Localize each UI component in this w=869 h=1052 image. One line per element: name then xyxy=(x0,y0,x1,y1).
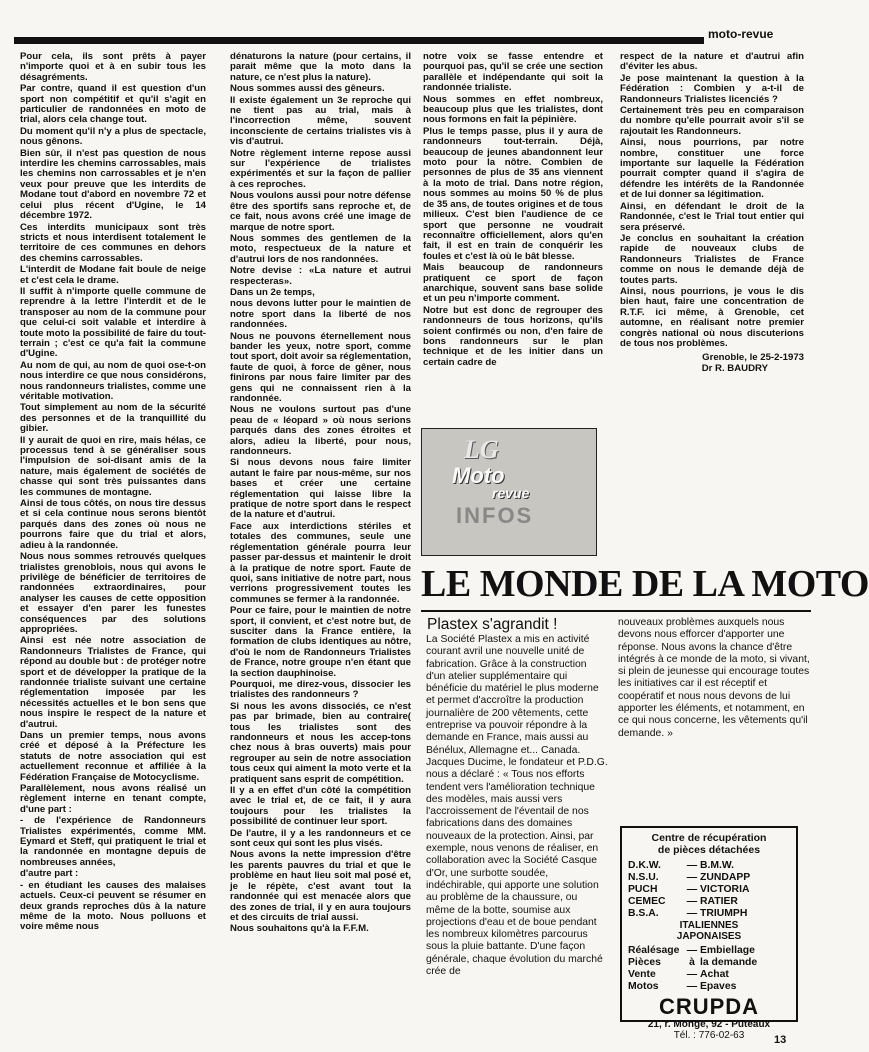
ad-row xyxy=(622,945,796,957)
paragraph: Ainsi est née notre association de Randonneurs Trialistes de France, qui répond au double but : de protéger notre sport et de développer la pratique de la randonnée trialiste suivant une certaine réglementation imposée par les nécessités actuelles et le bon sens que nous inspire le respect de la nature et d'autrui. xyxy=(20,635,207,730)
paragraph: Face aux interdictions stériles et totales des communes, seule une réglementation générale pourra leur passer par-dessus et maintenir le droit à la pratique de notre sport. Faute de quoi, sans initiative de notre part, nous verrions progressivement toutes les communes se fermer à la randonnée. xyxy=(230,520,411,605)
paragraph: Notre but est donc de regrouper des randonneurs de tous horizons, qu'ils soient confirmés ou non, d'en faire de bons randonneurs sur le plan technique et de les initier dans un certain cadre de xyxy=(423,304,603,368)
paragraph: d'autre part : xyxy=(20,868,79,880)
paragraph: Plus le temps passe, plus il y aura de randonneurs tout-terrain. Déjà, beaucoup de jeunes abandonnent leur moto pour la nôtre. Combien de personnes de plus de 35 ans viennent à la moto de trial. Dans notre région, nous sommes au moins 50 % de plus de 35 ans, de toutes origines et de tous milieux. C'est bien l'audience de ce sport que personne ne voudrait reconnaître officiellement, alors qu'en fait, il est en train de conquérir les foules et c'est là où le bât blesse. xyxy=(423,125,603,262)
logo-infos: INFOS xyxy=(456,503,534,528)
signature-place-date: Grenoble, le 25-2-1973 xyxy=(702,352,804,364)
paragraph: respect de la nature et d'autrui afin d'éviter les abus. xyxy=(620,51,804,73)
ad-brands-list xyxy=(622,860,796,920)
ad-row xyxy=(622,981,796,993)
paragraph: Je conclus en souhaitant la création rapide de nouveaux clubs de Randonneurs Trialistes de France comme on nous le demande déjà de toutes parts. xyxy=(620,232,804,286)
header-rule xyxy=(14,37,704,44)
paragraph: Notre règlement interne repose aussi sur l'expérience de trialistes expérimentés et sur la façon de pallier à ces reproches. xyxy=(230,147,411,190)
ad-row xyxy=(622,884,796,896)
ad-row-sep: à xyxy=(689,957,695,968)
article-column-1-text: La Société Plastex a mis en activité courant avril une nouvelle unité de fabrication. Grâce à la construction d'un atelier supplémentaire qui bénéficie du matériel le plus moderne et permet d'accroître la production journalière de 200 vêtements, cette entreprise va pouvoir répondre à la demande en France, mais aussi au Bénélux, Allemagne et... Canada. Jacques Ducime, le fondateur et P.D.G. nous a déclaré : « Tous nos efforts tendent vers l'amélioration technique des modèles, mais aussi vers l'accroissement de l'éventail de nos fabrications dans des domaines nouveaux de la protection. Ainsi, par exemple, nous venons de réaliser, en collaboration avec la Société Casque d'Or, une surbotte soudée, indéchirable, qui apporte une solution au problème de la chaussure, ou même de la botte, soumise aux projections d'eau et de boue pendant les nombreux kilomètres parcourus sous la pluie battante. D'une façon générale, chaque évolution du marché crée de xyxy=(426,634,608,978)
paragraph: Nous sommes aussi des gêneurs. xyxy=(230,83,385,95)
ad-row-sep: — xyxy=(686,969,698,980)
ad-row-right: Achat xyxy=(700,969,729,980)
ad-row-right: TRIUMPH xyxy=(700,908,748,919)
paragraph: Si nous les avons dissociés, ce n'est pas par brimade, bien au contraire( tous les trialistes sont des randonneurs et nous les accep-tons chez nous à bras ouverts) mais pour regrouper au sein de notre association tous ceux qui aiment la moto verte et la pratiquent sans esprit de compétition. xyxy=(230,700,411,785)
article-title: Plastex s'agrandit ! xyxy=(427,616,558,633)
ad-row-left: PUCH xyxy=(628,884,658,895)
paragraph: Ces interdits municipaux sont très stricts et nous interdisent totalement le territoire de ces communes en dehors des chemins carrossables. xyxy=(20,221,206,264)
paragraph: L'interdit de Modane fait boule de neige et c'est cela le drame. xyxy=(20,264,206,286)
paragraph: - en étudiant les causes des malaises actuels. Ceux-ci peuvent se résumer en deux grands reproches dûs à la nature même de la moto. Nous polluons et voire même nous xyxy=(20,879,206,933)
paragraph: Pourquoi, me direz-vous, dissocier les trialistes des randonneurs ? xyxy=(230,678,411,701)
paragraph: Pour cela, ils sont prêts à payer n'importe quoi et à en subir tous les désagréments. xyxy=(20,51,206,83)
ad-row-left: D.K.W. xyxy=(628,860,661,871)
text-column-2 xyxy=(230,52,411,1032)
paragraph: Bien sûr, il n'est pas question de nous interdire les chemins carrossables, mais les chemins non carrossables et je n'en veux pour preuve que les interdits de Modane tout d'abord en novembre 72 et celui plus récent d'Ugine, le 14 décembre 1972. xyxy=(20,147,206,222)
ad-row-right: VICTORIA xyxy=(700,884,750,895)
ad-row xyxy=(622,896,796,908)
ad-telephone: Tél. : 776-02-63 xyxy=(673,1030,745,1041)
ad-row-left: N.S.U. xyxy=(628,872,659,883)
paragraph: Nous sommes en effet nombreux, beaucoup plus que les trialistes, dont nous formons en fait la pépinière. xyxy=(423,93,603,126)
ad-brand-name: CRUPDA xyxy=(658,994,760,1019)
paragraph: Il y a en effet d'un côté la compétition avec le trial et, de ce fait, il y aura toujours pour les trialistes la possibilité de continuer leur sport. xyxy=(230,785,411,828)
text-column-3 xyxy=(423,52,603,422)
ad-row-sep: — xyxy=(686,945,698,956)
paragraph: Nous sommes des gentlemen de la moto, respectueux de la nature et d'autrui lors de nos randonnées. xyxy=(230,232,411,265)
signature-author: Dr R. BAUDRY xyxy=(701,362,768,374)
paragraph: Il suffit à n'importe quelle commune de reprendre à la lettre l'interdit et de le transposer au nom de la commune pour que celui-ci soit valable et interdire à toute moto la possibilité de faire du tout-terrain ; c'est ce qu'a fait la commune d'Ugine. xyxy=(20,285,206,360)
page-number: 13 xyxy=(774,1034,787,1046)
paragraph: Ainsi, nous pourrions, je vous le dis bien haut, faire une concentration de R.T.F. ici même, à Grenoble, cet automne, en réalisant notre premier congrès national où nous discuterions de tous nos problèmes. xyxy=(620,285,804,349)
ad-row-right: Embiellage xyxy=(700,945,755,956)
paragraph: Du moment qu'il n'y a plus de spectacle, nous gênons. xyxy=(20,125,206,148)
paragraph: Ainsi de tous côtés, on nous tire dessus et si cela continue nous serons bientôt parqués dans des zones où nous ne pourrons faire que du trial et alors, adieu à la randonnée. xyxy=(20,498,206,551)
ad-row-left: Vente xyxy=(628,969,656,980)
headline-rule xyxy=(421,610,811,612)
paragraph: Nous ne voulons surtout pas d'une peau de « léopard » où nous serions parqués dans des zones étroites et alors, adieu la liberté, pour nous, randonneurs. xyxy=(230,404,411,458)
logo-moto: Moto xyxy=(452,463,505,488)
paragraph: Je pose maintenant la question à la Fédération : Combien y a-t-il de Randonneurs Trialistes licenciés ? xyxy=(620,72,804,105)
paragraph: De l'autre, il y a les randonneurs et ce sont ceux qui sont les plus visés. xyxy=(230,827,411,850)
paragraph: Par contre, quand il est question d'un sport non compétitif et qu'il s'agit en particulier de randonnées en moto de trial, alors cela change tout. xyxy=(20,83,206,126)
logo-lg: LG xyxy=(464,435,499,464)
ad-row-left: CEMEC xyxy=(628,896,666,907)
ad-row xyxy=(622,957,796,969)
ad-address: 21, r. Monge, 92 - Puteaux xyxy=(647,1019,771,1030)
ad-row-sep: — xyxy=(686,884,698,895)
paragraph: notre voix se fasse entendre et pourquoi pas, qu'il se crée une section parallèle et indépendante qui soit la randonnée trialiste. xyxy=(423,51,603,94)
ad-japonaises: JAPONAISES xyxy=(676,931,742,942)
paragraph: Mais beaucoup de randonneurs pratiquent ce sport de façon anarchique, souvent sans base solide et un peu n'importe comment. xyxy=(423,262,603,305)
ad-row-sep: — xyxy=(686,860,698,871)
paragraph: Nous nous sommes retrouvés quelques trialistes grenoblois, nous qui avons le privilège de bénéficier de territoires de randonnées extraordinaires, pour analyser les causes de cette opposition et essayer d'en parer les funestes conséquences par des solutions appropriées. xyxy=(20,551,206,635)
paragraph: dénaturons la nature (pour certains, il parait même que la moto dans la nature, ce n'est plus la nature). xyxy=(230,51,411,83)
paragraph: Certainement très peu en comparaison du nombre qu'elle pourrait avoir s'il se rajoutait les Randonneurs. xyxy=(620,105,804,137)
paragraph: Ainsi, en défendant le droit de la Randonnée, c'est le Trial tout entier qui sera préservé. xyxy=(620,200,804,233)
ad-row-left: Motos xyxy=(628,981,659,992)
paragraph: Si nous devons nous faire limiter autant le faire par nous-même, sur nos bases et créer une certaine réglementation qui laisse libre la pratique de notre sport dans le respect de la nature et d'autrui. xyxy=(230,457,411,521)
paragraph: Dans un premier temps, nous avons créé et déposé à la Préfecture les statuts de notre association qui est actuellement reconnue et affiliée à la Fédération Française de Motocyclisme. xyxy=(20,730,206,783)
ad-row xyxy=(622,860,796,872)
paragraph: nous devons lutter pour le maintien de notre sport dans la liberté de nos randonnées. xyxy=(230,298,411,331)
paragraph: - de l'expérience de Randonneurs Trialistes expérimentés, comme MM. Eymard et Steff, qui pratiquent le trial et la randonnée en montagne depuis de nombreuses années, xyxy=(20,815,206,868)
ad-title-line-1: Centre de récupération xyxy=(651,832,767,844)
paragraph: Nous avons la nette impression d'être les parents pauvres du trial et que le problème en haut lieu soit mal posé et, je le répète, c'est avant tout la randonnée qui est menacée alors que des zones de trial, il y en aura toujours et des circuits de trial aussi. xyxy=(230,849,411,923)
ad-row xyxy=(622,872,796,884)
logo-revue: revue xyxy=(492,485,530,501)
ad-row-right: ZUNDAPP xyxy=(700,872,751,883)
paragraph: Notre devise : «La nature et autrui respecteras». xyxy=(230,265,411,287)
paragraph: Nous souhaitons qu'à la F.F.M. xyxy=(230,923,369,935)
ad-row-right: B.M.W. xyxy=(700,860,735,871)
ad-row-left: Pièces xyxy=(628,957,661,968)
text-column-4 xyxy=(620,52,804,404)
ad-row-right: Epaves xyxy=(700,981,737,992)
ad-row-sep: — xyxy=(686,872,698,883)
text-column-4-body xyxy=(620,52,804,349)
ad-row-right: la demande xyxy=(700,957,758,968)
section-headline: LE MONDE DE LA MOTO xyxy=(421,563,869,605)
article-column-2-text: nouveaux problèmes auxquels nous devons nous efforcer d'apporter une réponse. Nous avons la chance d'être intégrés à ce monde de la moto, si vivant, si plein de jeunesse qui encourage toutes les initiatives car il est réceptif et coopératif et nous nous devons de lui apporter les éléments, et notamment, en ce qui nous concerne, les vêtements qu'il demande. » xyxy=(618,617,810,739)
paragraph: Tout simplement au nom de la sécurité des personnes et de la tranquillité du gibier. xyxy=(20,402,206,435)
paragraph: Parallèlement, nous avons réalisé un règlement interne en tenant compte, d'une part : xyxy=(20,783,206,815)
paragraph: Il y aurait de quoi en rire, mais hélas, ce processus tend à se généraliser sous l'impulsion de soi-disant amis de la nature, mais également de sociétés de chasse qui sont très puissantes dans les communes de montagne. xyxy=(20,434,206,498)
article-column-2 xyxy=(618,617,810,815)
magazine-title: moto-revue xyxy=(708,27,774,41)
paragraph: Au nom de qui, au nom de quoi ose-t-on nous interdire ce que nous considérons, nous randonneurs trialistes, comme une véritable motivation. xyxy=(20,359,206,402)
paragraph: Il existe également un 3e reproche qui ne tient pas au trial, mais à l'incorrection même, souvent inconsciente de certains trialistes vis à vis d'autrui. xyxy=(230,94,411,148)
article-column-1 xyxy=(426,634,608,1046)
moto-revue-infos-logo xyxy=(421,428,597,556)
ad-row-right: RATIER xyxy=(700,896,738,907)
ad-title-line-2: de pièces détachées xyxy=(657,844,761,856)
ad-row-sep: — xyxy=(686,896,698,907)
ad-row-sep: — xyxy=(686,908,698,919)
ad-row xyxy=(622,908,796,920)
ad-row-sep: — xyxy=(686,981,698,992)
ad-row-left: Réalésage xyxy=(628,945,680,956)
paragraph: Ainsi, nous pourrions, par notre nombre, constituer une force importante sur laquelle la Fédération pourrait compter quand il s'agira de défendre les intérêts de la Randonnée et de lui donner sa légitimation. xyxy=(620,137,804,201)
paragraph: Nous voulons aussi pour notre défense être des sportifs sans reproche et, de ce fait, nous avons créé une image de marque de notre sport. xyxy=(230,190,411,233)
paragraph: Nous ne pouvons éternellement nous bander les yeux, notre sport, comme tout sport, doit avoir sa réglementation, faute de quoi, à force de gêner, nous finirons par nous faire limiter par des gens qui ne connaissent rien à la randonnée. xyxy=(230,330,411,404)
ad-services-list xyxy=(622,945,796,993)
paragraph: Dans un 2e temps, xyxy=(230,286,315,298)
paragraph: Pour ce faire, pour le maintien de notre sport, il convient, et c'est notre but, de susciter dans la France entière, la formation de clubs identiques au nôtre, d'où le nom de Randonneurs Trialistes de France, notre groupe n'en étant que la section dauphinoise. xyxy=(230,605,411,679)
ad-italiennes: ITALIENNES xyxy=(679,920,739,931)
ad-row-left: B.S.A. xyxy=(628,908,659,919)
text-column-1 xyxy=(20,52,206,1032)
ad-row xyxy=(622,969,796,981)
